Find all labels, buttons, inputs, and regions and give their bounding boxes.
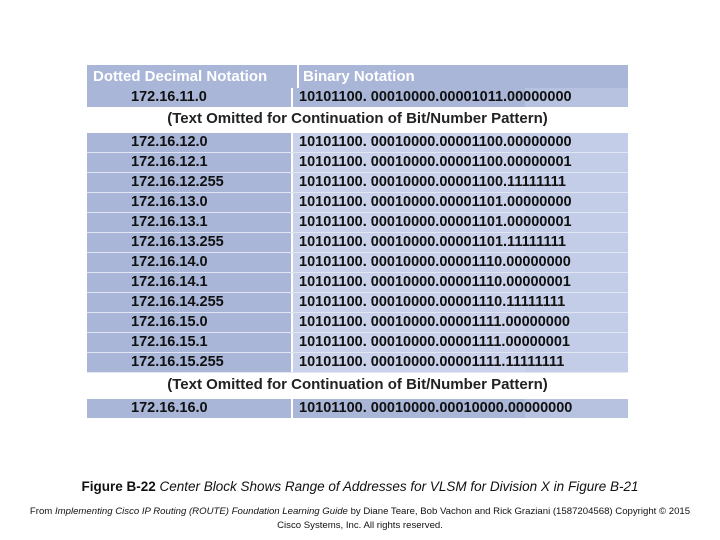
binary-cell: 10101100. 00010000.00001111.11111111	[299, 354, 565, 370]
decimal-cell: 172.16.15.255	[87, 353, 293, 372]
binary-cell: 10101100. 00010000.00001100.00000000	[299, 134, 572, 150]
table-row	[87, 253, 628, 273]
decimal-cell: 172.16.12.255	[87, 173, 293, 192]
decimal-cell: 172.16.14.0	[87, 253, 293, 272]
binary-cell: 10101100. 00010000.00001110.00000000	[299, 254, 571, 270]
decimal-cell: 172.16.12.1	[87, 153, 293, 172]
table-row	[87, 133, 628, 153]
decimal-cell: 172.16.11.0	[87, 88, 293, 107]
table-header	[87, 65, 628, 88]
credit-prefix: From	[29, 506, 55, 517]
binary-cell: 10101100. 00010000.00001101.00000000	[299, 194, 572, 210]
binary-cell: 10101100. 00010000.00001100.00000001	[299, 154, 572, 170]
center-block	[87, 131, 628, 373]
table-row	[87, 333, 628, 353]
decimal-cell: 172.16.14.1	[87, 273, 293, 292]
decimal-cell: 172.16.16.0	[87, 399, 293, 418]
address-table-figure	[87, 65, 628, 418]
source-credit	[10, 505, 710, 533]
binary-cell: 10101100. 00010000.00001110.00000001	[299, 274, 571, 290]
omitted-note: (Text Omitted for Continuation of Bit/Number Pattern)	[167, 376, 548, 393]
decimal-cell: 172.16.15.1	[87, 333, 293, 352]
credit-rest: by Diane Teare, Bob Vachon and Rick Graziani (1587204568) Copyright © 2015	[347, 506, 691, 517]
decimal-cell: 172.16.13.255	[87, 233, 293, 252]
decimal-cell: 172.16.14.255	[87, 293, 293, 312]
binary-cell: 10101100. 00010000.00010000.00000000	[299, 400, 573, 416]
binary-cell: 10101100. 00010000.00001111.00000001	[299, 334, 570, 350]
figure-caption	[0, 479, 720, 494]
credit-book: Implementing Cisco IP Routing (ROUTE) Foundation Learning Guide	[54, 506, 348, 517]
binary-cell: 10101100. 00010000.00001110.11111111	[299, 294, 566, 310]
binary-cell: 10101100. 00010000.00001101.00000001	[299, 214, 572, 230]
caption-text: Center Block Shows Range of Addresses for VLSM for Division X in Figure B-21	[155, 479, 639, 494]
decimal-cell: 172.16.15.0	[87, 313, 293, 332]
table-row	[87, 213, 628, 233]
decimal-cell: 172.16.13.1	[87, 213, 293, 232]
credit-line2: Cisco Systems, Inc. All rights reserved.	[277, 520, 443, 531]
header-binary: Binary Notation	[303, 68, 415, 85]
table-row	[87, 173, 628, 193]
table-row	[87, 193, 628, 213]
binary-cell: 10101100. 00010000.00001011.00000000	[299, 89, 572, 105]
table-row	[87, 353, 628, 373]
table-row	[87, 88, 628, 107]
decimal-cell: 172.16.13.0	[87, 193, 293, 212]
binary-cell: 10101100. 00010000.00001111.00000000	[299, 314, 570, 330]
caption-label: Figure B-22	[81, 479, 156, 494]
table-row	[87, 313, 628, 333]
header-decimal: Dotted Decimal Notation	[87, 65, 299, 88]
table-row	[87, 233, 628, 253]
binary-cell: 10101100. 00010000.00001101.11111111	[299, 234, 566, 250]
table-row	[87, 293, 628, 313]
table-row	[87, 153, 628, 173]
table-row	[87, 397, 628, 418]
decimal-cell: 172.16.12.0	[87, 133, 293, 152]
omitted-note: (Text Omitted for Continuation of Bit/Number Pattern)	[167, 110, 548, 127]
binary-cell: 10101100. 00010000.00001100.11111111	[299, 174, 566, 190]
table-row	[87, 273, 628, 293]
